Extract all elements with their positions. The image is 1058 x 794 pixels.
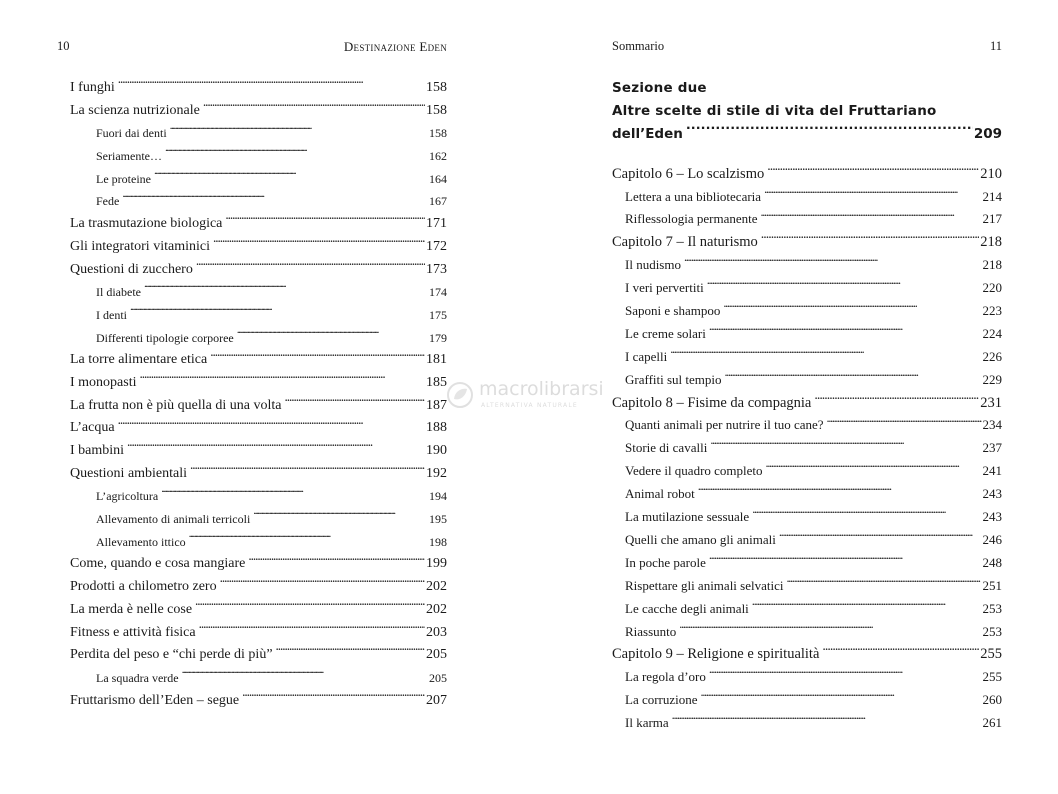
entry-title: Storie di cavalli <box>625 440 708 456</box>
dot-leader <box>165 148 428 160</box>
entry-title: Le cacche degli animali <box>625 600 749 616</box>
page-reference: 158 <box>429 126 447 141</box>
page-reference: 175 <box>429 307 447 322</box>
entry-title: Riflessologia permanente <box>625 211 758 227</box>
toc-entry <box>612 231 1002 254</box>
page-reference: 243 <box>982 509 1002 525</box>
page-reference: 226 <box>982 348 1002 364</box>
page-reference: 255 <box>980 646 1002 663</box>
page-reference: 234 <box>982 417 1002 433</box>
entry-title: Gli integratori vitaminici <box>70 238 210 254</box>
entry-title: Allevamento ittico <box>96 534 186 549</box>
toc-entry <box>70 553 447 576</box>
dot-leader <box>686 125 973 139</box>
page-reference: 261 <box>982 715 1002 731</box>
dot-leader <box>767 163 979 178</box>
page-number: 11 <box>989 39 1002 53</box>
page-reference: 253 <box>982 600 1002 616</box>
dot-leader <box>248 553 425 567</box>
entry-title: Fuori dai denti <box>96 126 167 141</box>
toc-subentry <box>612 437 1002 460</box>
dot-leader <box>127 440 425 454</box>
entry-title: Fede <box>96 194 120 209</box>
entry-title: L’acqua <box>70 420 115 436</box>
page-reference: 209 <box>973 126 1002 142</box>
dot-leader <box>822 644 979 659</box>
toc-subentry <box>612 414 1002 437</box>
toc-entry <box>70 622 447 645</box>
entry-title: In poche parole <box>625 554 706 570</box>
entry-title: La corruzione <box>625 692 698 708</box>
dot-leader <box>130 307 428 319</box>
toc-subentry <box>70 281 447 304</box>
toc-subentry <box>612 529 1002 552</box>
entry-title: Questioni ambientali <box>70 465 188 481</box>
dot-leader <box>196 259 425 273</box>
spacer <box>612 146 1002 163</box>
dot-leader <box>709 554 982 567</box>
table-of-contents <box>70 77 447 712</box>
dot-leader <box>189 534 428 546</box>
dot-leader <box>203 100 425 114</box>
page-reference: 214 <box>982 188 1002 204</box>
dot-leader <box>827 416 982 429</box>
entry-title: La trasmutazione biologica <box>70 216 223 232</box>
toc-entry <box>70 213 447 236</box>
dot-leader <box>161 488 428 500</box>
toc-entry <box>70 440 447 463</box>
dot-leader <box>761 232 979 247</box>
toc-subentry <box>612 277 1002 300</box>
dot-leader <box>761 210 982 223</box>
toc-subentry <box>612 552 1002 575</box>
dot-leader <box>118 417 425 431</box>
page-reference: 202 <box>426 579 447 595</box>
toc-entry <box>70 463 447 486</box>
toc-subentry <box>612 186 1002 209</box>
dot-leader <box>182 670 428 682</box>
page-reference: 224 <box>982 325 1002 341</box>
page-reference: 174 <box>429 285 447 300</box>
running-head: Sommario <box>612 39 665 53</box>
dot-leader <box>670 348 981 361</box>
entry-title: Il karma <box>625 715 669 731</box>
dot-leader <box>154 171 428 183</box>
toc-subentry <box>612 254 1002 277</box>
page-reference: 164 <box>429 171 447 186</box>
entry-title: I funghi <box>70 80 115 95</box>
dot-leader <box>140 372 426 386</box>
dot-leader <box>710 439 981 452</box>
entry-title: L’agricoltura <box>96 489 159 504</box>
section-title-line: Altre scelte di stile di vita del Fruttariano <box>612 103 937 119</box>
entry-title: Fitness e attività fisica <box>70 624 196 640</box>
dot-leader <box>707 279 982 292</box>
dot-leader <box>701 691 982 704</box>
page-reference: 231 <box>980 394 1002 411</box>
toc-subentry <box>612 323 1002 346</box>
toc-subentry <box>70 304 447 327</box>
page-reference: 179 <box>429 330 447 345</box>
page-reference: 241 <box>982 463 1002 479</box>
dot-leader <box>723 302 981 315</box>
dot-leader <box>242 690 425 704</box>
page-reference: 246 <box>982 531 1002 547</box>
toc-entry <box>70 349 447 372</box>
toc-subentry <box>612 346 1002 369</box>
toc-subentry <box>612 483 1002 506</box>
entry-title: La mutilazione sessuale <box>625 509 750 525</box>
section-title-line: dell’Eden <box>612 126 683 142</box>
page-reference: 158 <box>426 80 447 95</box>
dot-leader <box>786 577 981 590</box>
page-reference: 162 <box>429 149 447 164</box>
entry-title: Allevamento di animali terricoli <box>96 512 251 527</box>
toc-entry <box>612 643 1002 666</box>
entry-title: Lettera a una bibliotecaria <box>625 188 762 204</box>
dot-leader <box>709 668 982 681</box>
toc-entry <box>612 123 1002 146</box>
entry-title: Il diabete <box>96 285 141 300</box>
dot-leader <box>276 644 425 658</box>
toc-subentry <box>70 485 447 508</box>
dot-leader <box>225 213 425 227</box>
page-reference: 220 <box>982 280 1002 296</box>
toc-subentry <box>612 208 1002 231</box>
entry-title: I veri pervertiti <box>625 280 704 296</box>
entry-title: La scienza nutrizionale <box>70 102 200 118</box>
running-head: Destinazione Eden <box>343 39 447 54</box>
entry-title: Capitolo 9 – Religione e spiritualità <box>612 646 820 663</box>
toc-entry <box>70 644 447 667</box>
dot-leader <box>752 508 981 521</box>
page-reference: 223 <box>982 303 1002 319</box>
page-reference: 248 <box>982 554 1002 570</box>
entry-title: Capitolo 6 – Lo scalzismo <box>612 165 765 182</box>
entry-title: Vedere il quadro completo <box>625 463 763 479</box>
toc-subentry <box>612 575 1002 598</box>
entry-title: Seriamente… <box>96 149 162 164</box>
entry-title: Questioni di zucchero <box>70 261 193 277</box>
toc-subentry <box>70 145 447 168</box>
entry-title: Graffiti sul tempio <box>625 371 722 387</box>
dot-leader <box>679 623 981 636</box>
entry-title: La torre alimentare etica <box>70 352 208 368</box>
entry-title: Come, quando e cosa mangiare <box>70 556 246 572</box>
page-reference: 218 <box>980 234 1002 251</box>
toc-entry <box>70 576 447 599</box>
dot-leader <box>220 576 425 590</box>
entry-title: I bambini <box>70 443 125 458</box>
dot-leader <box>779 531 982 544</box>
entry-title: I denti <box>96 307 127 322</box>
toc-subentry <box>70 168 447 191</box>
toc-subentry <box>612 506 1002 529</box>
dot-leader <box>237 330 428 342</box>
entry-title: La merda è nelle cose <box>70 601 193 617</box>
entry-title: Riassunto <box>625 623 677 639</box>
toc-entry <box>70 77 447 100</box>
page-reference: 253 <box>982 623 1002 639</box>
toc-subentry <box>70 327 447 350</box>
entry-title: Perdita del peso e “chi perde di più” <box>70 647 273 663</box>
toc-subentry <box>612 300 1002 323</box>
page-reference: 158 <box>426 102 447 118</box>
toc-subentry <box>70 531 447 554</box>
entry-title: Animal robot <box>625 486 695 502</box>
page-reference: 205 <box>426 647 447 663</box>
toc-subentry <box>612 666 1002 689</box>
right-page <box>529 0 1058 794</box>
entry-title: Saponi e shampoo <box>625 303 721 319</box>
page-reference: 171 <box>426 216 447 232</box>
dot-leader <box>144 284 428 296</box>
toc-subentry <box>70 190 447 213</box>
dot-leader <box>170 125 428 137</box>
toc-subentry <box>70 508 447 531</box>
entry-title: Fruttarismo dell’Eden – segue <box>70 692 240 708</box>
page-reference: 198 <box>429 534 447 549</box>
page-reference: 251 <box>982 577 1002 593</box>
chapter-list <box>612 163 1002 735</box>
page-reference: 255 <box>982 669 1002 685</box>
page-reference: 202 <box>426 601 447 617</box>
watermark-tagline: ALTERNATIVA NATURALE <box>481 402 578 409</box>
page-reference: 173 <box>426 261 447 277</box>
toc-entry <box>70 417 447 440</box>
dot-leader <box>253 511 428 523</box>
page-reference: 190 <box>426 443 447 458</box>
page-reference: 181 <box>426 352 447 368</box>
toc-subentry <box>612 712 1002 735</box>
section-label: Sezione due <box>612 80 707 96</box>
page-reference: 199 <box>426 556 447 572</box>
entry-title: La regola d’oro <box>625 669 706 685</box>
dot-leader <box>285 395 426 409</box>
entry-title: Differenti tipologie corporee <box>96 330 234 345</box>
page-reference: 167 <box>429 194 447 209</box>
entry-title: Rispettare gli animali selvatici <box>625 577 784 593</box>
entry-title: Le creme solari <box>625 325 706 341</box>
entry-title: I capelli <box>625 348 668 364</box>
dot-leader <box>210 349 425 363</box>
table-of-contents <box>612 77 1002 735</box>
page-reference: 243 <box>982 486 1002 502</box>
toc-subentry <box>612 460 1002 483</box>
page-reference: 210 <box>980 165 1002 182</box>
toc-entry <box>70 100 447 123</box>
toc-entry <box>612 163 1002 186</box>
page-reference: 194 <box>429 489 447 504</box>
page-reference: 195 <box>429 512 447 527</box>
toc-entry <box>70 599 447 622</box>
dot-leader <box>752 600 982 613</box>
dot-leader <box>684 256 982 269</box>
page-reference: 205 <box>429 670 447 685</box>
dot-leader <box>118 77 425 91</box>
dot-leader <box>698 485 982 498</box>
toc-entry <box>70 690 447 713</box>
dot-leader <box>199 622 425 636</box>
toc-subentry <box>612 369 1002 392</box>
toc-entry <box>70 259 447 282</box>
page-reference: 207 <box>426 692 447 708</box>
toc-subentry <box>612 689 1002 712</box>
entry-title: Capitolo 8 – Fisime da compagnia <box>612 394 812 411</box>
dot-leader <box>195 599 425 613</box>
entry-title: La frutta non è più quella di una volta <box>70 397 282 413</box>
dot-leader <box>122 193 428 205</box>
page-reference: 229 <box>982 371 1002 387</box>
watermark-brand: macrolibrarsi <box>479 378 604 400</box>
entry-title: Il nudismo <box>625 257 681 273</box>
toc-entry <box>70 372 447 395</box>
toc-entry <box>70 395 447 418</box>
entry-title: Quanti animali per nutrire il tuo cane? <box>625 417 824 433</box>
page-reference: 187 <box>426 397 447 413</box>
page-reference: 172 <box>426 238 447 254</box>
page-reference: 192 <box>426 465 447 481</box>
dot-leader <box>766 462 982 475</box>
toc-entry <box>612 392 1002 415</box>
page-number: 10 <box>57 39 70 53</box>
dot-leader <box>814 392 979 407</box>
page-reference: 218 <box>982 257 1002 273</box>
toc-subentry <box>612 598 1002 621</box>
entry-title: I monopasti <box>70 374 137 390</box>
dot-leader <box>709 325 982 338</box>
entry-title: Quelli che amano gli animali <box>625 531 776 547</box>
toc-subentry <box>612 621 1002 644</box>
toc-entry <box>70 236 447 259</box>
page-reference: 203 <box>426 624 447 640</box>
entry-title: La squadra verde <box>96 670 179 685</box>
dot-leader <box>725 371 982 384</box>
page-reference: 260 <box>982 692 1002 708</box>
dot-leader <box>190 463 425 477</box>
toc-subentry <box>70 122 447 145</box>
entry-title: Prodotti a chilometro zero <box>70 579 217 595</box>
dot-leader <box>672 714 982 727</box>
page-reference: 237 <box>982 440 1002 456</box>
dot-leader <box>213 236 425 250</box>
entry-title: Capitolo 7 – Il naturismo <box>612 234 758 251</box>
entry-title: Le proteine <box>96 171 151 186</box>
page-reference: 217 <box>982 211 1002 227</box>
page-reference: 188 <box>426 420 447 436</box>
dot-leader <box>764 188 981 201</box>
toc-subentry <box>70 667 447 690</box>
page-reference: 185 <box>426 374 447 390</box>
